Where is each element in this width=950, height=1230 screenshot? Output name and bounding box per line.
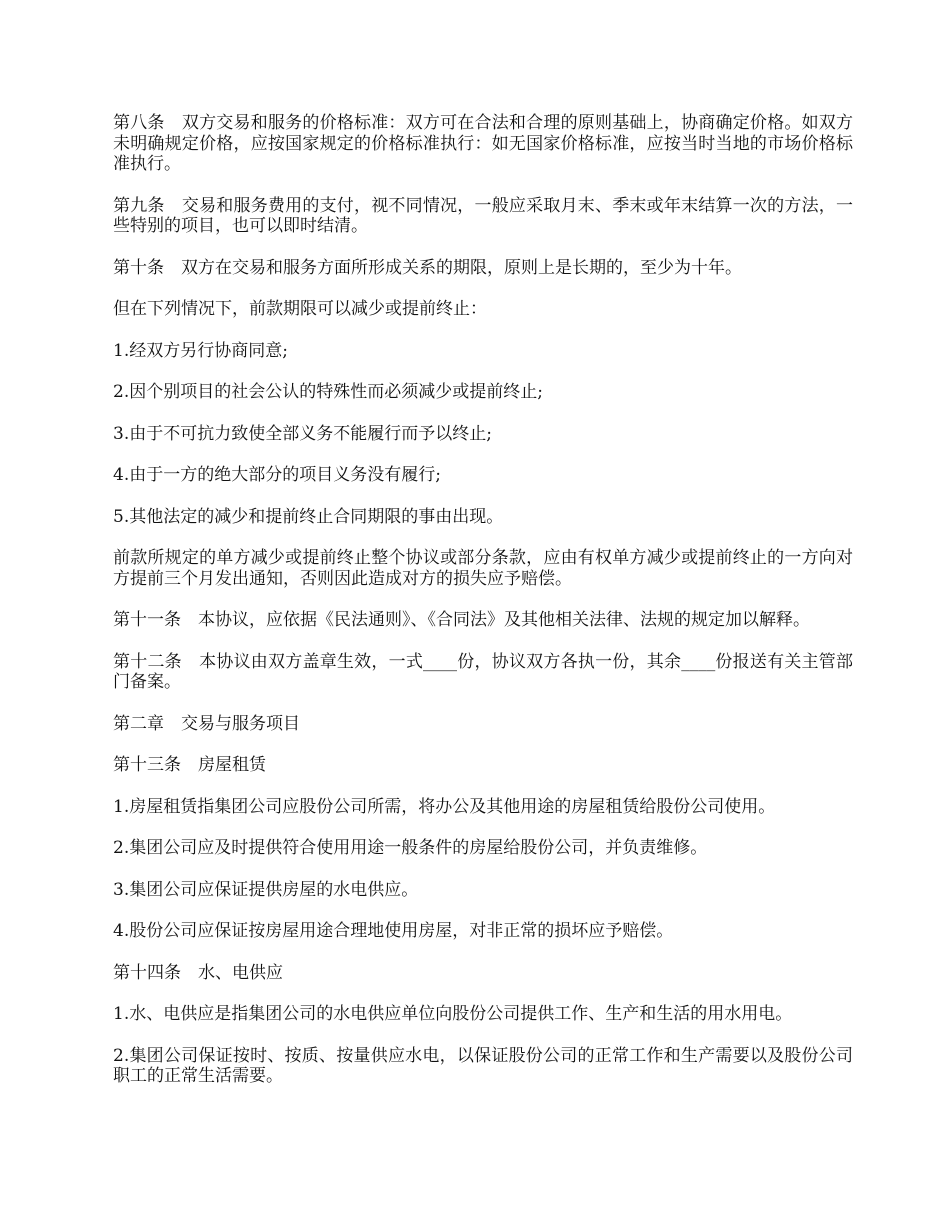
list-item: 5.其他法定的减少和提前终止合同期限的事由出现。 xyxy=(113,506,504,527)
termination-intro-paragraph: 但在下列情况下，前款期限可以减少或提前终止： xyxy=(113,299,487,319)
list-item: 1.经双方另行协商同意; xyxy=(113,340,288,361)
list-item: 1.房屋租赁指集团公司应股份公司所需，将办公及其他用途的房屋租赁给股份公司使用。 xyxy=(113,796,776,817)
article-13-heading: 第十三条 房屋租赁 xyxy=(113,755,266,775)
list-item: 3.由于不可抗力致使全部义务不能履行而予以终止; xyxy=(113,423,492,444)
article-9-paragraph: 第九条 交易和服务费用的支付，视不同情况，一般应采取月末、季末或年末结算一次的方法，一些特别的项目，也可以即时结清。 xyxy=(113,195,853,236)
list-item: 4.股份公司应保证按房屋用途合理地使用房屋，对非正常的损坏应予赔偿。 xyxy=(113,921,674,941)
list-item: 2.集团公司应及时提供符合使用用途一般条件的房屋给股份公司，并负责维修。 xyxy=(113,838,708,858)
article-14-heading: 第十四条 水、电供应 xyxy=(113,962,283,983)
notice-paragraph: 前款所规定的单方减少或提前终止整个协议或部分条款，应由有权单方减少或提前终止的一方向对方提前三个月发出通知，否则因此造成对方的损失应予赔偿。 xyxy=(113,548,853,589)
list-item: 2.因个别项目的社会公认的特殊性而必须减少或提前终止; xyxy=(113,382,543,402)
chapter-2-heading: 第二章 交易与服务项目 xyxy=(113,713,300,734)
list-item: 3.集团公司应保证提供房屋的水电供应。 xyxy=(113,879,419,900)
list-item: 2.集团公司保证按时、按质、按量供应水电，以保证股份公司的正常工作和生产需要以及股份公司职工的正常生活需要。 xyxy=(113,1045,853,1086)
article-10-paragraph: 第十条 双方在交易和服务方面所形成关系的期限，原则上是长期的，至少为十年。 xyxy=(113,257,742,278)
list-item: 4.由于一方的绝大部分的项目义务没有履行; xyxy=(113,465,441,485)
list-item: 1.水、电供应是指集团公司的水电供应单位向股份公司提供工作、生产和生活的用水用电。 xyxy=(113,1004,793,1024)
article-12-paragraph: 第十二条 本协议由双方盖章生效，一式____份，协议双方各执一份，其余____份报送有关主管部门备案。 xyxy=(113,651,853,692)
article-11-paragraph: 第十一条 本协议，应依据《民法通则》、《合同法》及其他相关法律、法规的规定加以解释。 xyxy=(113,610,810,630)
article-8-paragraph: 第八条 双方交易和服务的价格标准：双方可在合法和合理的原则基础上，协商确定价格。如双方未明确规定价格，应按国家规定的价格标准执行：如无国家价格标准，应按当时当地的市场价格标准执行。 xyxy=(113,113,853,174)
document-page xyxy=(113,113,853,1108)
